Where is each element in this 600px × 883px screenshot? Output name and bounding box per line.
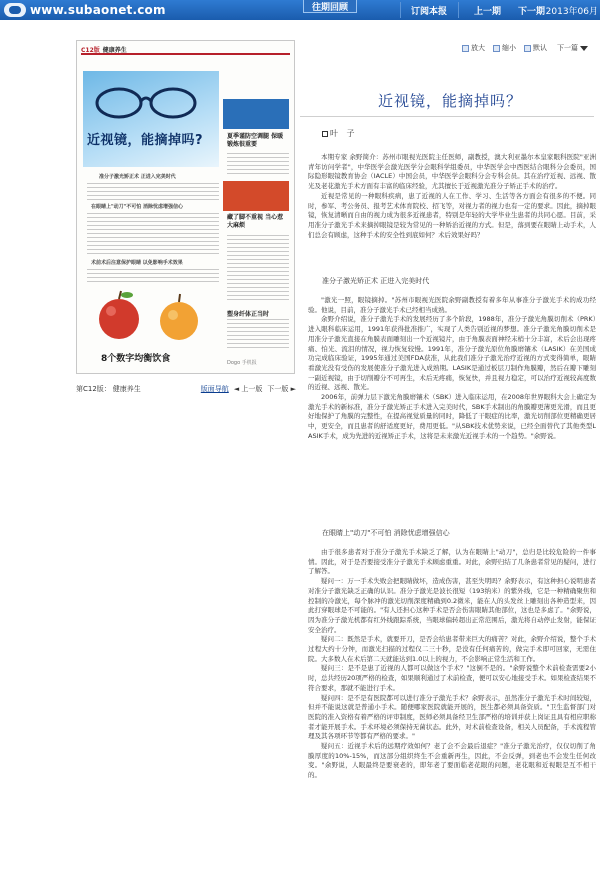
article-title: 近视镜，能摘掉吗？ <box>377 92 522 110</box>
zoom-out-icon <box>493 45 500 52</box>
newspaper-page-thumbnail[interactable] <box>76 40 295 374</box>
subscribe-link[interactable]: 订阅本报 <box>411 6 448 17</box>
text-block <box>87 183 219 203</box>
chevron-down-icon <box>580 46 588 51</box>
glasses-icon <box>91 85 201 121</box>
thumbnail-story-title-3[interactable]: 塑身纤体正当时 <box>227 311 270 318</box>
reset-icon <box>524 45 531 52</box>
article-paragraph: "激光一照，眼镜摘掉。"苏州市眼视光医院余野副教授有着多年从事准分子激光手术的成功经验。他说，目前，准分子激光手术已经相当成熟。 <box>308 296 596 314</box>
thumbnail-subhead-3: 术前术后注意保护眼睛 以免影响手术效果 <box>91 260 183 266</box>
next-article-button[interactable] <box>557 42 588 54</box>
thumbnail-headline[interactable]: 近视镜，能摘掉吗? <box>87 133 204 148</box>
story-image-1[interactable] <box>223 99 289 129</box>
article-body-part-1 <box>308 153 596 240</box>
text-block <box>227 153 289 177</box>
top-navigation-bar <box>0 0 600 20</box>
article-paragraph: 疑问四：是不是有医院都可以进行准分子激光手术？余野表示，虽然准分子激光手术时间较短，但并不能说这就是普通小手术。随便哪家医院就能开展的，医生都必须具备资质。"卫生监督部门对医院的准入资格有着严格的评审制度，医师必须具备经卫生部严格的培训并获上岗证且具有相应职称者才能开展手术。手术环境必须保持无菌状态。此外，对术前检查设备，相关人员配备，手术流程管理及其各项环节等都有严格的要求。" <box>308 693 596 741</box>
text-block <box>87 269 219 285</box>
divider <box>400 2 401 18</box>
article-body-part-3 <box>308 548 596 781</box>
next-page-link[interactable]: 下一版 ► <box>267 385 296 393</box>
thumbnail-story-title-1[interactable]: 夏季谨防空调腿 保暖锻炼很重要 <box>227 133 284 148</box>
logo-icon <box>4 3 26 17</box>
thumbnail-footer-headline[interactable]: 8个数字均衡饮食 <box>101 354 171 364</box>
site-logo[interactable] <box>4 2 166 18</box>
page-navigation <box>201 382 296 396</box>
article-paragraph: 近视是常见的一种眼科疾病，患了近视的人在工作、学习、生活等各方面会有很多的不便。同时，参军、考公务员、报考艺术体育院校、招飞等，对视力者的视力也有一定的要求。因此，摘掉眼镜，恢复清晰而自由的视力成为很多近视患者，特别是年轻的大学毕业生患者的共同心愿。目前，采用准分子激光手术来摘掉眼镜是较为常见的一种矫治近视的方式。但是，落到要在眼睛上动手术，人们总会有顾虑，这种手术的安全性到底如何？术后效果好吗？ <box>308 191 596 239</box>
article-paragraph: 余野介绍说，准分子激光手术的发展经历了多个阶段，1988年，准分子激光角膜切削术（PRK）进入眼科临床运用，1991年获得批准推广，实现了人类告别近视的梦想。准分子激光角膜切削术是用准分子激光直接在角膜表面雕刻出一个近视镜片，由于角膜表面神经末梢十分丰富，术后会出现疼痛、怕光、流泪的情况，视力恢复较慢。1991年，准分子激光原位角膜磨镶术（LASIK）在美国成功完成临床验证，1995年通过美国FDA获准，从此我们准分子激光治疗近视的方式变得简单，眼睛看激光没有受伤的发展使准分子激光进入成熟期。LASIK是通过板层刀制作角膜瓣，然后在瓣下雕刻一副近视镜，由于切削瓣分不可再生，术后无疼痛，恢复快，并且视力稳定，可以治疗近视较高度数的近视、远视、散光。 <box>308 315 596 392</box>
apples-image[interactable] <box>87 289 219 347</box>
text-block <box>227 319 289 351</box>
text-block <box>87 213 219 257</box>
article-paragraph: 疑问三：是不是患了近视的人都可以做这个手术？"这倒不是的。"余野说整个术前检查需要2小时，总共经历20项严格的检查，如果顺利通过了术前检查，便可以安心地接受手术。如果检查结果不符合要求，那就不能进行手术。 <box>308 664 596 692</box>
enlarge-button[interactable]: 放大 <box>462 43 485 53</box>
thumbnail-header <box>81 45 290 55</box>
article-paragraph: 由于很多患者对于准分子激光手术缺乏了解，认为在眼睛上"动刀"，总归是比较危险的一件事情。因此，对于是否要接受准分子激光手术顾虑重重。对此，余野归结了几条患者常见的疑问，进行了解答。 <box>308 548 596 576</box>
article-paragraph: 疑问一：万一手术失败会把眼睛做坏，造成伤害，甚至失明吗？余野表示，有这种担心说明患者对准分子激光缺乏正确的认识。准分子激光是波长很短（193纳米）的紫外线，它是一种精确聚焦和控制的冷激光，每个脉冲的激光切削深度精确到0.2微米，能在人的头发丝上雕刻出各种造型来，因此打穿眼球是不可能的。"有人还担心这种手术是否会伤害眼睛其他部位，这也是多虑了。"余野说，因为准分子激光机都有红外线跟踪系统，当眼球偏转超出正常范围后，激光将自动停止发射，能保证安全治疗。 <box>308 577 596 634</box>
next-article-label: 下一篇 <box>557 44 578 52</box>
shrink-button[interactable]: 缩小 <box>493 43 516 53</box>
issue-date: 2013年06月 <box>545 6 598 17</box>
story-image-2[interactable] <box>223 181 289 211</box>
title-divider <box>300 116 594 117</box>
font-size-tools <box>462 42 547 54</box>
article-subheading-1: 准分子激光矫正术 正进入完美时代 <box>322 277 430 285</box>
thumbnail-note: Dogo 手机报 <box>227 360 257 366</box>
caption-edition: 第C12版： <box>76 385 111 393</box>
site-url: www.subaonet.com <box>30 3 166 17</box>
article-body-part-2 <box>308 296 596 442</box>
past-issues-button[interactable]: 往期回顾 <box>303 0 357 13</box>
thumbnail-subhead-1: 准分子激光矫正术 正进入完美时代 <box>99 174 176 180</box>
divider <box>458 2 459 18</box>
caption-section: 健康养生 <box>112 385 141 393</box>
article-paragraph: 本期专家 余野简介：苏州市眼视光医院主任医师，副教授，澳大利亚墨尔本皇家眼科医院"亚洲青年访问学者"，中华医学会激光医学分会眼科学组委员，中华医学会中西医结合眼科分会委员，国际隐形眼镜教育协会（IACLE）中国会员，中华医学会眼科分会专科会员。其在治疗近视、远视、散光及老花激光手术方面有丰富的临床经验，尤其擅长于近视激光准分子矫正手术的治疗。 <box>308 153 596 191</box>
prev-page-link[interactable]: ◄ 上一版 <box>233 385 263 393</box>
default-size-button[interactable]: 默认 <box>524 43 547 53</box>
article-subheading-2: 在眼睛上"动刀"不可怕 消除忧虑增强信心 <box>322 529 450 537</box>
article-paragraph: 2006年，前弹力层下激光角膜磨镶术（SBK）进入临床运用，在2008年世界眼科大会上确定为激光手术的新标准，准分子激光矫正手术进入完美时代，SBK手术制出的角膜瓣更薄更光滑，而且更好地保护了角膜的完整性，在提高视觉质量的同时，降低了干眼症的比率，激光切削部位更精确更居中，更安全，而且患者的舒适度更好，费用更低。"从SBK技术优势来说，已经全面替代了其他类型LASIK手术，成为先进的近视矫正手术，这将是未来激光近视手术的一个趋势。"余野说。 <box>308 393 596 440</box>
zoom-in-icon <box>462 45 469 52</box>
thumbnail-subhead-2: 在眼睛上"动刀"不可怕 消除忧虑增强信心 <box>91 204 183 210</box>
section-directory-link[interactable]: 版面导航 <box>200 385 229 393</box>
author-name: 叶 子 <box>330 129 358 138</box>
page-caption-bar <box>76 382 296 396</box>
thumbnail-section: 健康养生 <box>102 46 127 54</box>
text-block <box>227 235 289 303</box>
thumbnail-story-title-2[interactable]: 藏了脚不重视 当心惹大麻烦 <box>227 214 284 229</box>
article-paragraph: 疑问五：近视手术后的远期疗效如何？老了会不会最后退症？"准分子激光治疗，仅仅切削了角膜厚度的10%-15%，而这部分组织终生不会重新再生，因此，不会反弹，到老也不会发生任何改变。"余野说，人眼最终是要衰老的，即年老了要面临老花眼的问题，老花眼和近视眼是互不相干的。 <box>308 742 596 780</box>
article-author <box>322 128 358 139</box>
author-box-icon <box>322 131 328 137</box>
article-paragraph: 疑问二：既然是手术，就要开刀，是否会给患者带来巨大的痛苦？对此，余野介绍说，整个手术过程大约十分钟，而激光扫描的过程仅二三十秒，是没有任何痛苦的，做完手术即可回家，无需住院。大多数人在术后第二天就能达到1.0以上的视力，不会影响正常生活和工作。 <box>308 635 596 663</box>
prev-issue-link[interactable]: 上一期 <box>474 6 502 17</box>
next-issue-link[interactable]: 下一期 <box>518 6 546 17</box>
thumbnail-edition: C12版 <box>81 46 100 54</box>
